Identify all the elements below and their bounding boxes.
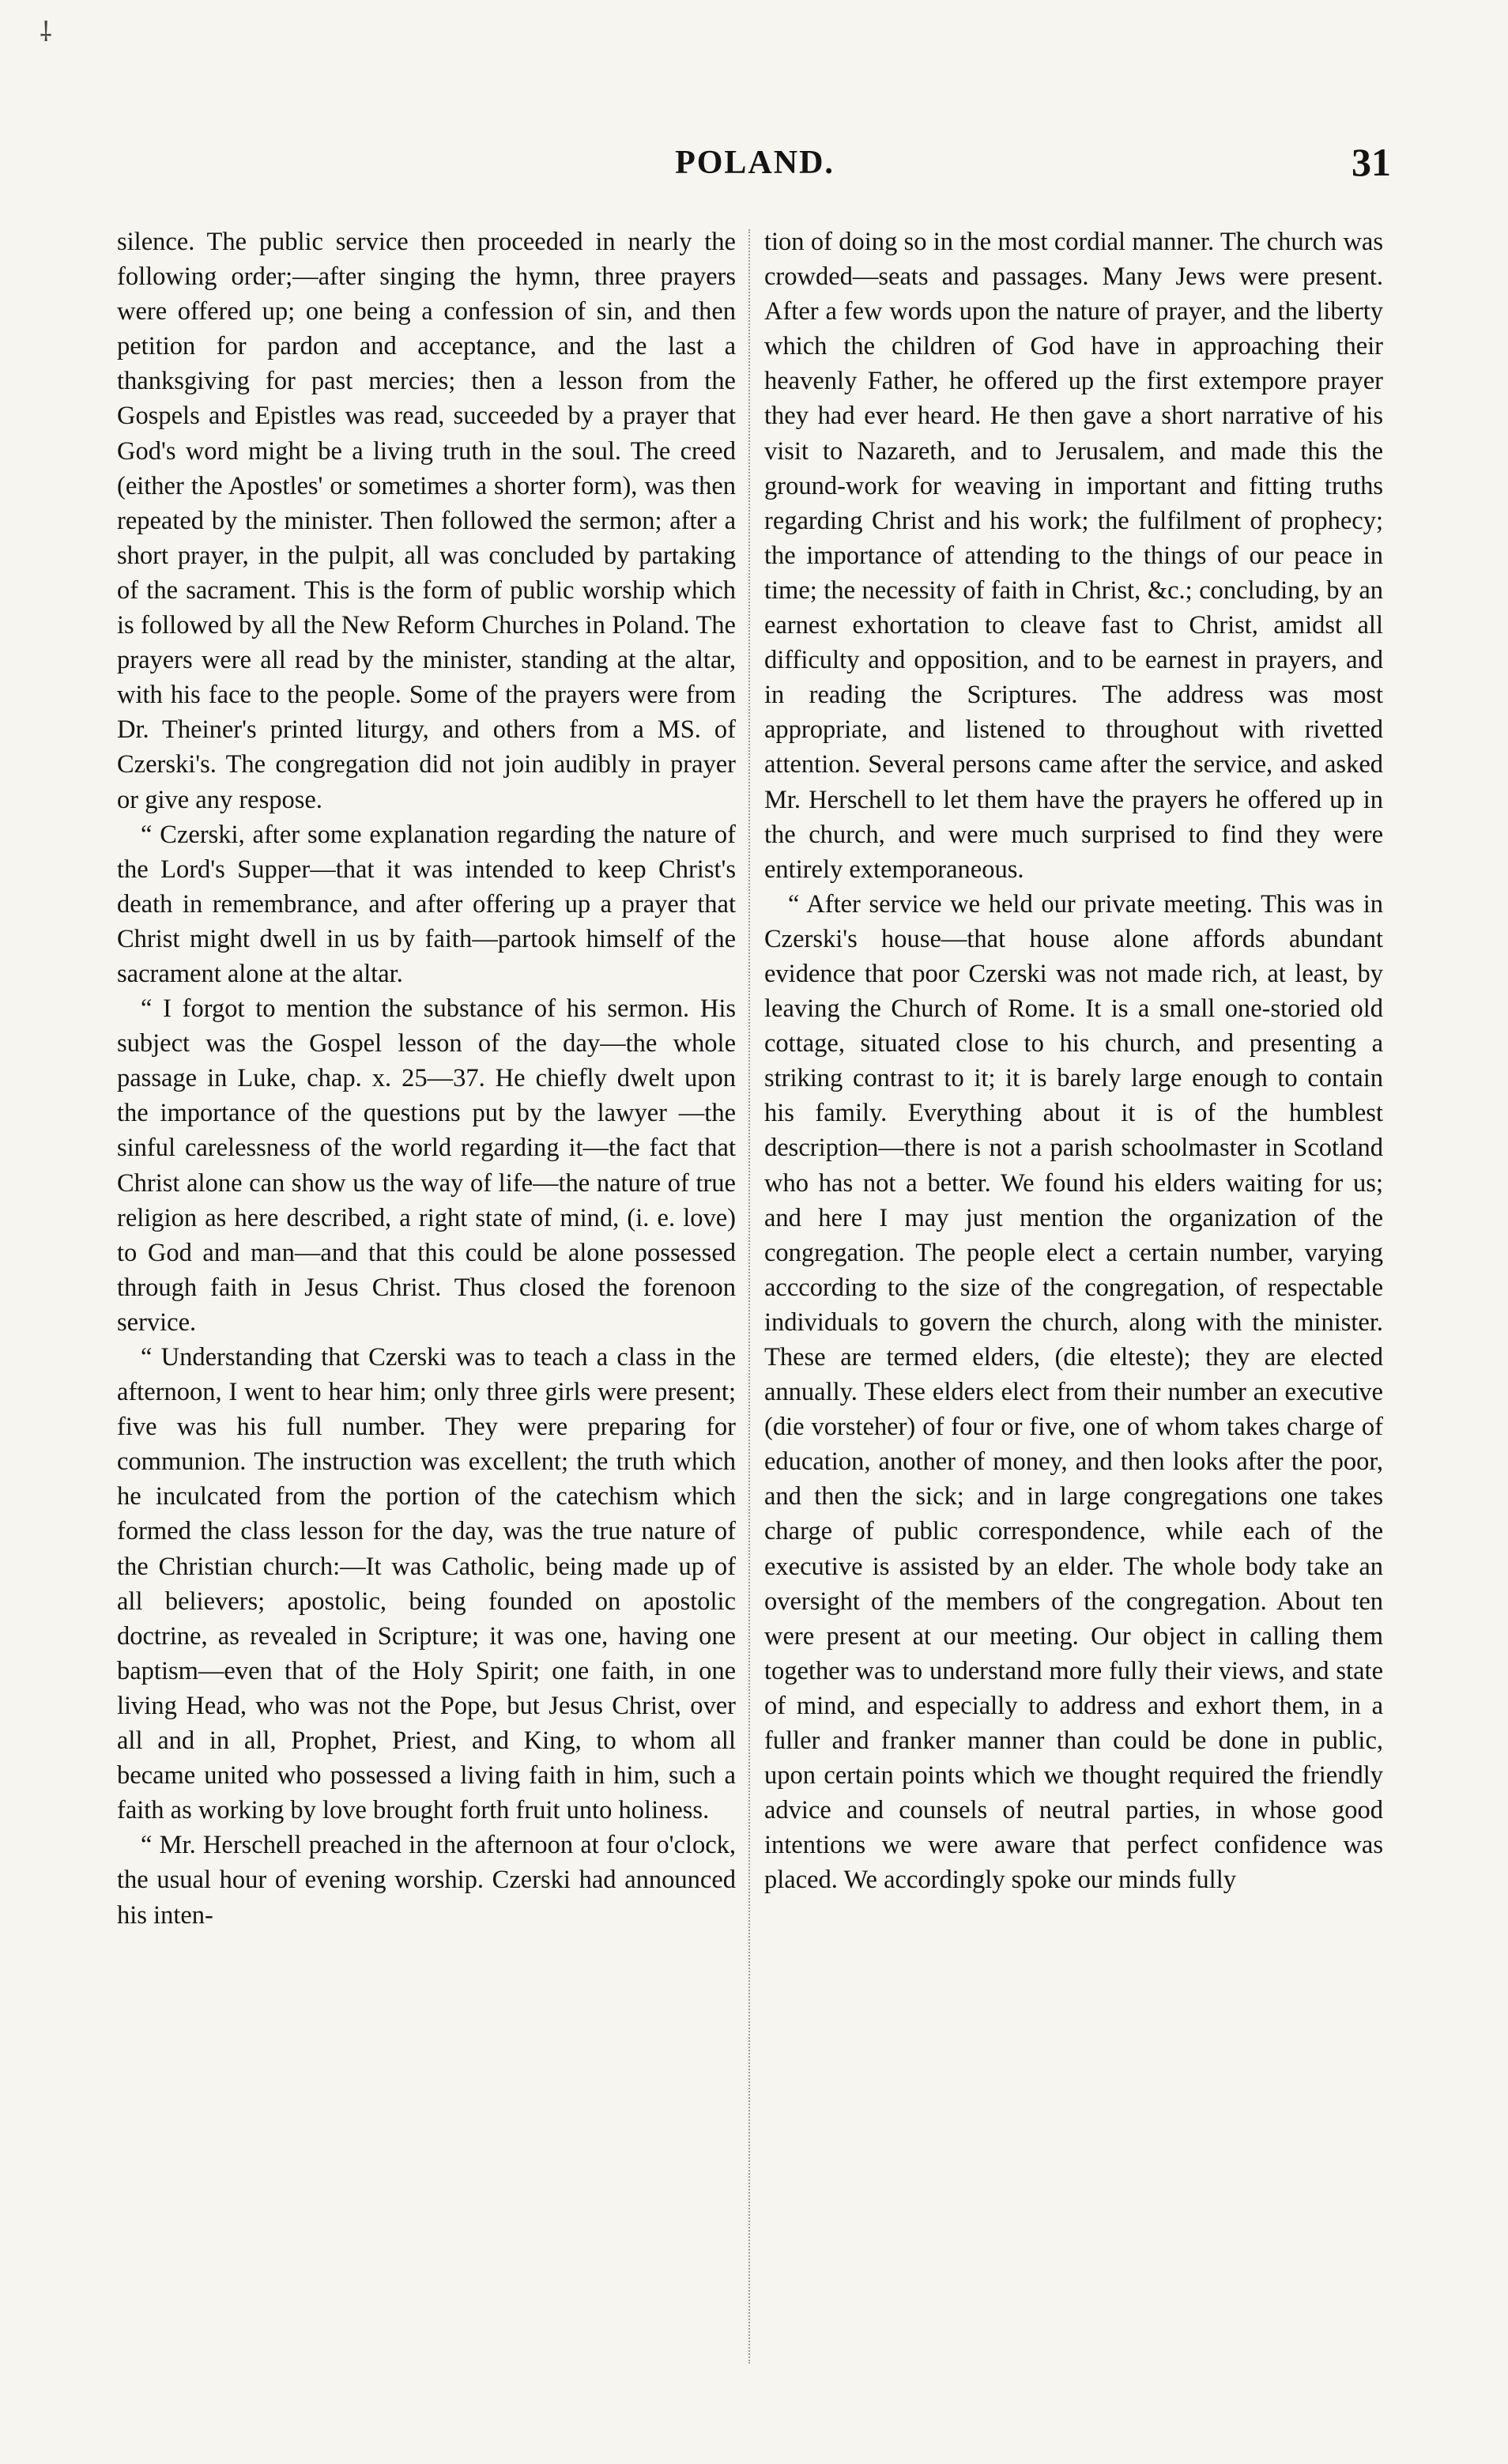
column-divider (748, 229, 750, 2364)
paragraph-right-2: “ After service we held our private meeting. This was in Czerski's house—that house alone affords abundant evidence that poor Czerski was not made rich, at least, by leaving the Church of Rome. It is a small one-storied old cottage, situated close to his church, and presenting a striking contrast to it; it is barely large enough to contain his family. Everything about it is of the humblest description—there is not a parish schoolmaster in Scotland who has not a better. We found his elders waiting for us; and here I may just mention the organization of the congregation. The people elect a certain number, varying acccording to the size of the congregation, of respectable individuals to govern the church, along with the minister. These are termed elders, (die elteste); they are elected annually. These elders elect from their number an executive (die vorsteher) of four or five, one of whom takes charge of education, another of money, and then looks after the poor, and then the sick; and in large congregations one takes charge of public correspondence, while each of the executive is assisted by an elder. The whole body take an oversight of the members of the congregation. About ten were present at our meeting. Our object in calling them together was to understand more fully their views, and state of mind, and especially to address and exhort them, in a fuller and franker manner than could be done in public, upon certain points which we thought required the friendly advice and counsels of neutral parties, in whose good intentions we were aware that perfect confidence was placed. We accordingly spoke our minds fully (764, 889, 1383, 1895)
paragraph-right-1: tion of doing so in the most cordial manner. The church was crowded—seats and passages. Many Jews were present. After a few words upon the nature of prayer, and the liberty which the children of God have in approaching their heavenly Father, he offered up the first extempore prayer they had ever heard. He then gave a short narrative of his visit to Nazareth, and to Jerusalem, and made this the ground-work for weaving in important and fitting truths regarding Christ and his work; the fulfilment of prophecy; the importance of attending to the things of our peace in time; the necessity of faith in Christ, &c.; concluding, by an earnest exhortation to cleave fast to Christ, amidst all difficulty and opposition, and to be earnest in prayers, and in reading the Scriptures. The address was most appropriate, and listened to throughout with rivetted attention. Several persons came after the service, and asked Mr. Herschell to let them have the prayers he offered up in the church, and were much surprised to find they were entirely extemporaneous. (764, 228, 1383, 884)
left-column (117, 225, 736, 1933)
running-head (119, 140, 1391, 199)
paragraph-left-3: “ I forgot to mention the substance of his sermon. His subject was the Gospel lesson of the day—the whole passage in Luke, chap. x. 25—37. He chiefly dwelt upon the importance of the questions put by the lawyer —the sinful carelessness of the world regarding it—the fact that Christ alone can show us the way of life—the nature of true religion as here described, a right state of mind, (i. e. love) to God and man—and that this could be alone possessed through faith in Jesus Christ. Thus closed the forenoon service. (117, 994, 736, 1337)
paragraph-left-5: “ Mr. Herschell preached in the afternoon at four o'clock, the usual hour of evening worship. Czerski had announced his inten- (117, 1831, 736, 1930)
paragraph-left-2: “ Czerski, after some explanation regarding the nature of the Lord's Supper—that it was intended to keep Christ's death in remembrance, and after offering up a prayer that Christ might dwell in us by faith—partook himself of the sacrament alone at the altar. (117, 820, 736, 988)
paragraph-left-1: silence. The public service then proceeded in nearly the following order;—after singing the hymn, three prayers were offered up; one being a confession of sin, and then petition for pardon and acceptance, and the last a thanksgiving for past mercies; then a lesson from the Gospels and Epistles was read, succeeded by a prayer that God's word might be a living truth in the soul. The creed (either the Apostles' or sometimes a shorter form), was then repeated by the minister. Then followed the sermon; after a short prayer, in the pulpit, all was concluded by partaking of the sacrament. This is the form of public worship which is followed by all the New Reform Churches in Poland. The prayers were all read by the minister, standing at the altar, with his face to the people. Some of the prayers were from Dr. Theiner's printed liturgy, and others from a MS. of Czerski's. The congregation did not join audibly in prayer or give any respose. (117, 228, 736, 814)
running-title: POLAND. (675, 145, 835, 181)
paragraph-left-4: “ Understanding that Czerski was to teach a class in the afternoon, I went to hear him; only three girls were present; five was his full number. They were preparing for communion. The instruction was excellent; the truth which he inculcated from the portion of the catechism which formed the class lesson for the day, was the true nature of the Christian church:—It was Catholic, being made up of all believers; apostolic, being founded on apostolic doctrine, as revealed in Scripture; it was one, having one baptism—even that of the Holy Spirit; one faith, in one living Head, who was not the Pope, but Jesus Christ, over all and in all, Prophet, Priest, and King, to whom all became united who possessed a living faith in him, such a faith as working by love brought forth fruit unto holiness. (117, 1343, 736, 1825)
corner-mark: ⸸ (40, 18, 52, 47)
page-number: 31 (1352, 140, 1391, 184)
right-column (764, 225, 1383, 1898)
